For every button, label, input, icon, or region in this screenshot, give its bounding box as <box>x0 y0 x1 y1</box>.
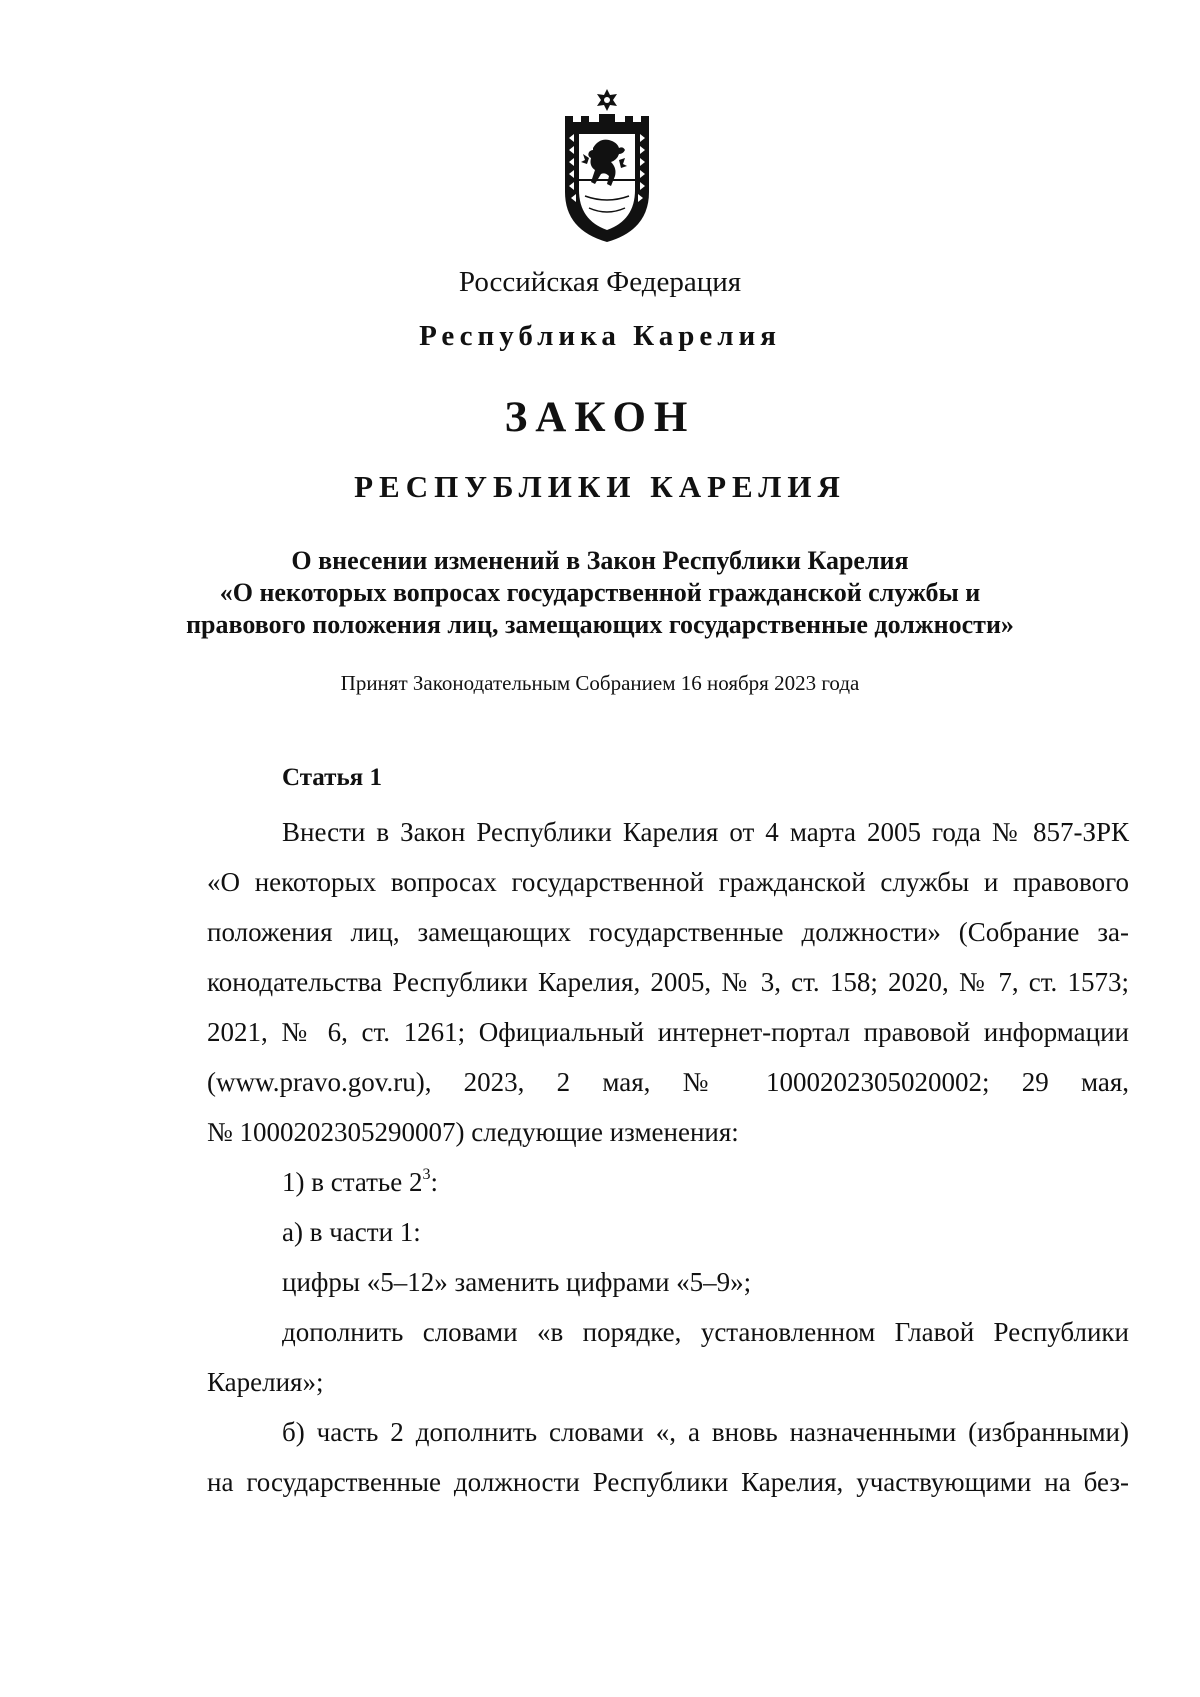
issuing-authority: РЕСПУБЛИКИ КАРЕЛИЯ <box>354 469 846 504</box>
adoption-note: Принят Законодательным Собранием 16 ноября 2023 года <box>340 671 860 695</box>
list-item-colon: : <box>430 1167 438 1197</box>
list-item: Карелия»; <box>207 1367 324 1397</box>
list-item: дополнить словами «в порядке, установленном Главой Республики <box>282 1317 1129 1347</box>
law-title-line: О внесении изменений в Закон Республики Карелия <box>291 546 909 575</box>
body-line: положения лиц, замещающих государственные должности» (Собрание за- <box>207 917 1129 947</box>
document-type: ЗАКОН <box>504 394 696 441</box>
body-line: № 1000202305290007) следующие изменения: <box>207 1117 739 1147</box>
body-line: конодательства Республики Карелия, 2005, № 3, ст. 158; 2020, № 7, ст. 1573; <box>207 967 1129 997</box>
list-item: на государственные должности Республики Карелия, участвующими на без- <box>207 1467 1129 1497</box>
list-item: цифры «5–12» заменить цифрами «5–9»; <box>282 1267 752 1297</box>
country-name: Российская Федерация <box>458 266 742 298</box>
body-line: 2021, № 6, ст. 1261; Официальный интернет-портал правовой информации <box>207 1017 1129 1047</box>
article-body <box>207 807 1129 1507</box>
superscript: 3 <box>422 1166 431 1183</box>
list-item <box>207 1157 1129 1207</box>
list-item: а) в части 1: <box>282 1217 421 1247</box>
article-heading: Статья 1 <box>282 764 382 791</box>
law-title-line: «О некоторых вопросах государственной гражданской службы и <box>219 578 981 607</box>
republic-name: Республика Карелия <box>419 320 781 352</box>
body-line: (www.pravo.gov.ru), 2023, 2 мая, № 1000202305020002; 29 мая, <box>207 1067 1129 1097</box>
law-title <box>0 545 1200 641</box>
list-item-text: 1) в статье 2 <box>282 1167 423 1197</box>
law-title-line: правового положения лиц, замещающих государственные должности» <box>186 610 1014 639</box>
body-line: «О некоторых вопросах государственной гражданской службы и правового <box>207 867 1129 897</box>
list-item: б) часть 2 дополнить словами «, а вновь назначенными (избранными) <box>282 1417 1129 1447</box>
body-line: Внести в Закон Республики Карелия от 4 марта 2005 года № 857-ЗРК <box>282 817 1129 847</box>
karelia-coat-of-arms-icon <box>559 88 655 244</box>
